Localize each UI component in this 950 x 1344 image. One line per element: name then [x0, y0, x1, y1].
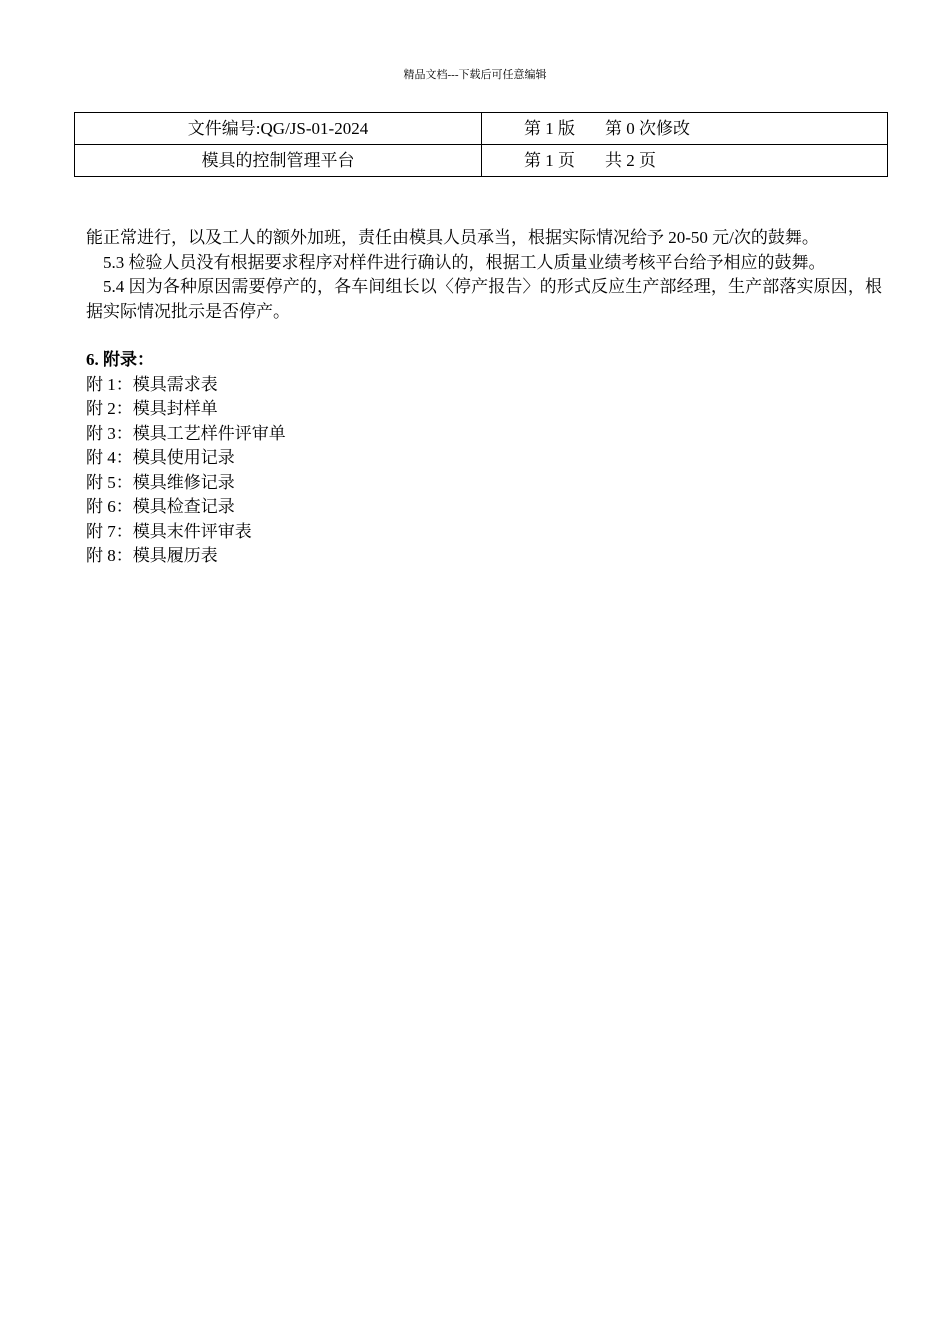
- page-header-note: 精品文档---下载后可任意编辑: [403, 69, 547, 81]
- document-info-table: [74, 112, 888, 177]
- list-item: 附 1：模具需求表: [86, 374, 218, 394]
- list-item: 附 4：模具使用记录: [86, 448, 235, 467]
- appendix-list: [86, 373, 882, 569]
- list-item: 附 7：模具末件评审表: [86, 521, 252, 541]
- list-item: 附 3：模具工艺样件评审单: [86, 423, 286, 443]
- list-item: 附 6：模具检查记录: [86, 497, 235, 516]
- body-paragraph: 能正常进行，以及工人的额外加班，责任由模具人员承当，根据实际情况给予 20-50 元/次的鼓舞。: [86, 228, 819, 247]
- document-body: [86, 226, 882, 569]
- document-title: 模具的控制管理平台: [201, 151, 355, 170]
- appendix-heading: 6. 附录：: [86, 350, 154, 369]
- list-item: 附 2：模具封样单: [86, 399, 218, 418]
- document-title-cell: [75, 145, 482, 177]
- file-number-value: QG/JS-01-2024: [260, 119, 369, 138]
- revision-text: 第 0 次修改: [605, 119, 690, 138]
- body-paragraph: 5.3 检验人员没有根据要求程序对样件进行确认的，根据工人质量业绩考核平台给予相应的鼓舞。: [103, 252, 826, 272]
- file-number-cell: [75, 113, 482, 145]
- page-total-text: 共 2 页: [605, 151, 656, 170]
- table-row: [75, 145, 888, 177]
- page-current-text: 第 1 页: [524, 151, 575, 170]
- list-item: 附 8：模具履历表: [86, 546, 218, 565]
- edition-text: 第 1 版: [524, 119, 575, 138]
- body-paragraph: 5.4 因为各种原因需要停产的，各车间组长以〈停产报告〉的形式反应生产部经理，生产部落实原因，根据实际情况批示是否停产。: [86, 277, 882, 321]
- table-row: [75, 113, 888, 145]
- file-number-label: 文件编号:: [187, 119, 261, 138]
- page-number-cell: [482, 145, 888, 177]
- list-item: 附 5：模具维修记录: [86, 472, 235, 492]
- version-cell: [482, 113, 888, 145]
